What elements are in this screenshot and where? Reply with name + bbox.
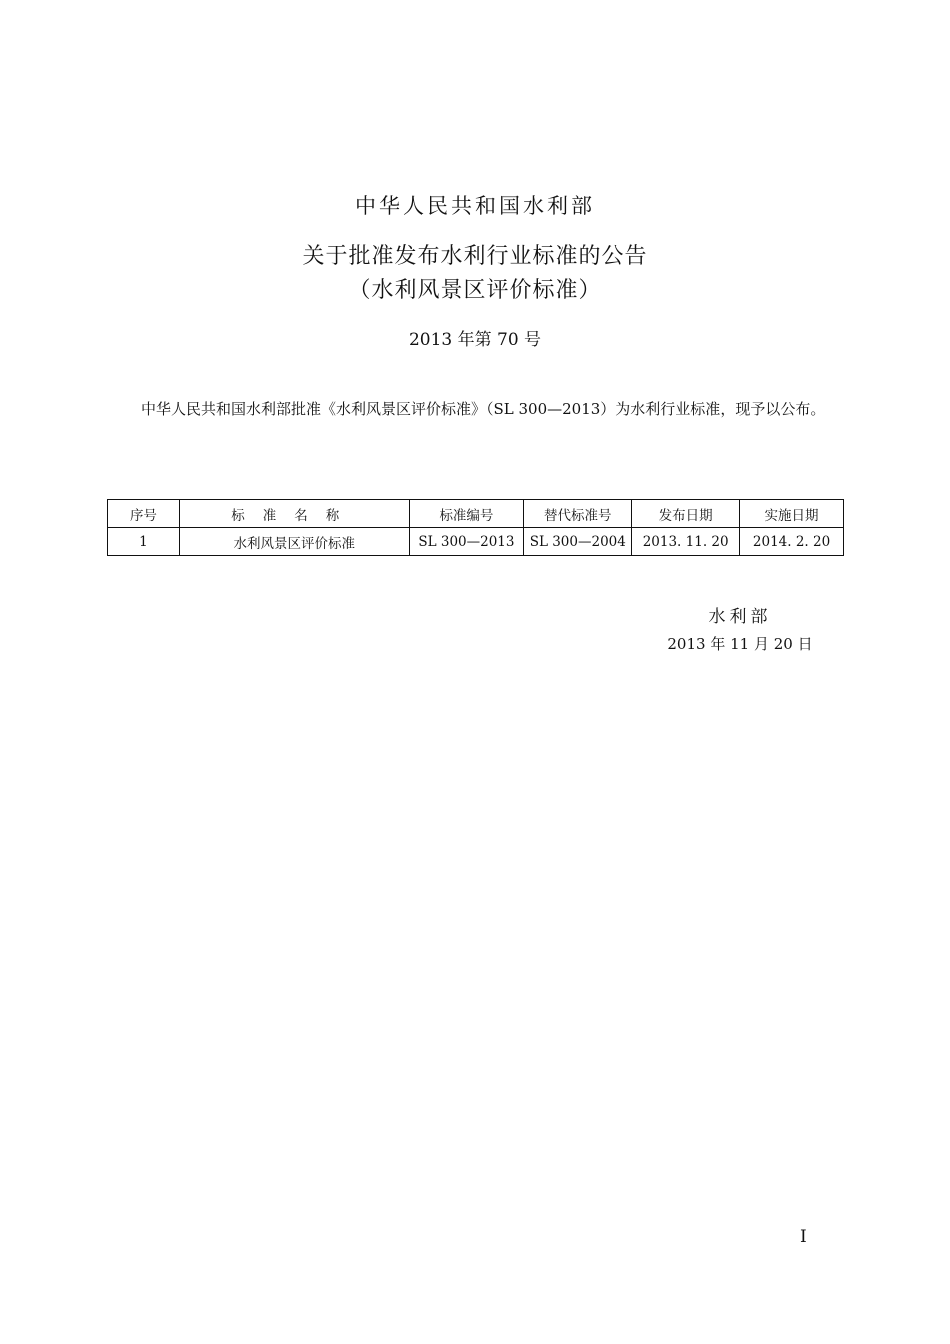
signature-issuer: 水利部 — [708, 607, 772, 627]
table-row — [108, 528, 844, 556]
signature-date: 2013 年 11 月 20 日 — [667, 635, 813, 653]
header-effective-date: 实施日期 — [740, 500, 844, 528]
table-header-row — [108, 500, 844, 528]
issuing-organization: 中华人民共和国水利部 — [355, 194, 595, 218]
cell-standard-name: 水利风景区评价标准 — [179, 528, 409, 556]
cell-replaced-standard: SL 300—2004 — [524, 528, 632, 556]
notice-title — [0, 240, 950, 308]
header-replaced-standard: 替代标准号 — [524, 500, 632, 528]
notice-body-paragraph: 中华人民共和国水利部批准《水利风景区评价标准》（SL 300—2013）为水利行业标准，现予以公布。 — [141, 400, 826, 418]
notice-number: 2013 年第 70 号 — [408, 330, 542, 350]
cell-serial-number: 1 — [108, 528, 180, 556]
cell-standard-code: SL 300—2013 — [409, 528, 524, 556]
header-serial-number: 序号 — [108, 500, 180, 528]
header-standard-name: 标准名称 — [179, 500, 409, 528]
standards-table — [107, 499, 844, 556]
page-number: I — [800, 1227, 807, 1247]
notice-title-line-2: （水利风景区评价标准） — [348, 278, 602, 303]
cell-publish-date: 2013. 11. 20 — [632, 528, 740, 556]
header-publish-date: 发布日期 — [632, 500, 740, 528]
cell-effective-date: 2014. 2. 20 — [740, 528, 844, 556]
header-standard-code: 标准编号 — [409, 500, 524, 528]
notice-title-line-1: 关于批准发布水利行业标准的公告 — [302, 244, 648, 269]
